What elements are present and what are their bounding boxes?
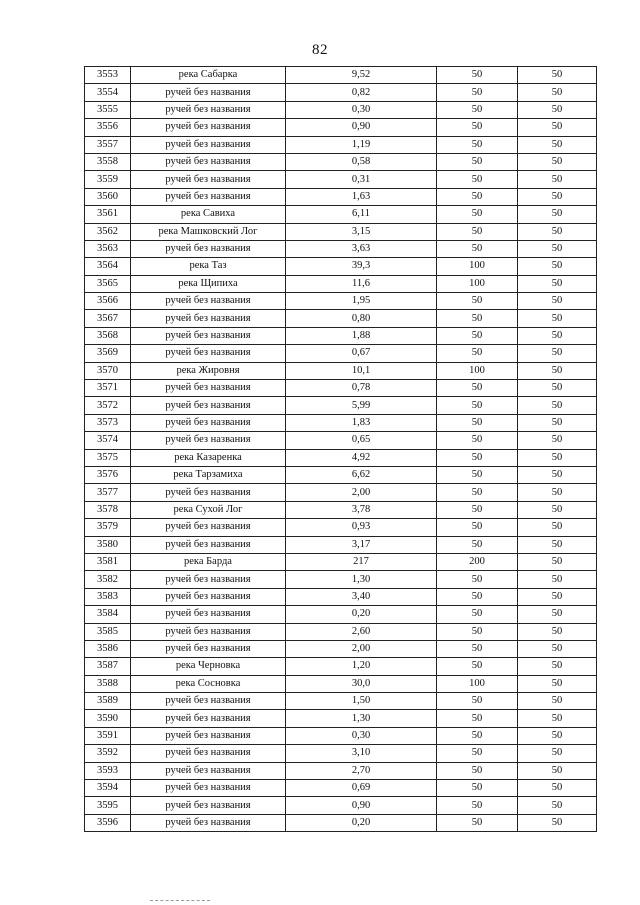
row-number-cell: 3556 xyxy=(85,119,131,136)
length-cell: 0,58 xyxy=(286,153,437,170)
row-number-cell: 3587 xyxy=(85,658,131,675)
protection-zone-cell: 50 xyxy=(437,84,518,101)
water-body-name-cell: ручей без названия xyxy=(131,693,286,710)
table-row xyxy=(85,258,597,275)
table-row xyxy=(85,327,597,344)
protection-zone-cell: 50 xyxy=(437,327,518,344)
water-body-name-cell: ручей без названия xyxy=(131,606,286,623)
length-cell: 1,95 xyxy=(286,293,437,310)
table-row xyxy=(85,67,597,84)
coastal-strip-cell: 50 xyxy=(518,519,597,536)
row-number-cell: 3584 xyxy=(85,606,131,623)
coastal-strip-cell: 50 xyxy=(518,814,597,831)
row-number-cell: 3581 xyxy=(85,553,131,570)
row-number-cell: 3583 xyxy=(85,588,131,605)
table-row xyxy=(85,293,597,310)
protection-zone-cell: 50 xyxy=(437,153,518,170)
water-body-name-cell: ручей без названия xyxy=(131,432,286,449)
length-cell: 2,70 xyxy=(286,762,437,779)
protection-zone-cell: 50 xyxy=(437,658,518,675)
protection-zone-cell: 50 xyxy=(437,727,518,744)
row-number-cell: 3576 xyxy=(85,466,131,483)
coastal-strip-cell: 50 xyxy=(518,780,597,797)
row-number-cell: 3562 xyxy=(85,223,131,240)
length-cell: 0,90 xyxy=(286,119,437,136)
protection-zone-cell: 50 xyxy=(437,588,518,605)
coastal-strip-cell: 50 xyxy=(518,466,597,483)
table-row xyxy=(85,240,597,257)
table-row xyxy=(85,484,597,501)
water-body-name-cell: ручей без названия xyxy=(131,797,286,814)
length-cell: 3,63 xyxy=(286,240,437,257)
protection-zone-cell: 50 xyxy=(437,171,518,188)
water-body-name-cell: ручей без названия xyxy=(131,153,286,170)
protection-zone-cell: 50 xyxy=(437,188,518,205)
protection-zone-cell: 50 xyxy=(437,414,518,431)
coastal-strip-cell: 50 xyxy=(518,693,597,710)
protection-zone-cell: 50 xyxy=(437,206,518,223)
protection-zone-cell: 50 xyxy=(437,814,518,831)
table-row xyxy=(85,727,597,744)
coastal-strip-cell: 50 xyxy=(518,536,597,553)
table-row xyxy=(85,397,597,414)
coastal-strip-cell: 50 xyxy=(518,310,597,327)
row-number-cell: 3580 xyxy=(85,536,131,553)
length-cell: 3,15 xyxy=(286,223,437,240)
length-cell: 1,19 xyxy=(286,136,437,153)
water-body-name-cell: река Барда xyxy=(131,553,286,570)
water-body-name-cell: ручей без названия xyxy=(131,588,286,605)
length-cell: 9,52 xyxy=(286,67,437,84)
protection-zone-cell: 50 xyxy=(437,119,518,136)
protection-zone-cell: 50 xyxy=(437,136,518,153)
water-body-name-cell: река Сухой Лог xyxy=(131,501,286,518)
page-number: 82 xyxy=(312,42,328,58)
water-body-name-cell: река Сабарка xyxy=(131,67,286,84)
table-row xyxy=(85,640,597,657)
coastal-strip-cell: 50 xyxy=(518,275,597,292)
length-cell: 0,65 xyxy=(286,432,437,449)
water-body-name-cell: ручей без названия xyxy=(131,519,286,536)
row-number-cell: 3571 xyxy=(85,380,131,397)
water-body-name-cell: ручей без названия xyxy=(131,397,286,414)
water-body-name-cell: ручей без названия xyxy=(131,310,286,327)
protection-zone-cell: 50 xyxy=(437,710,518,727)
length-cell: 6,62 xyxy=(286,466,437,483)
water-body-name-cell: ручей без названия xyxy=(131,536,286,553)
table-row xyxy=(85,275,597,292)
coastal-strip-cell: 50 xyxy=(518,414,597,431)
protection-zone-cell: 50 xyxy=(437,484,518,501)
table-row xyxy=(85,623,597,640)
table-row xyxy=(85,380,597,397)
coastal-strip-cell: 50 xyxy=(518,484,597,501)
coastal-strip-cell: 50 xyxy=(518,67,597,84)
length-cell: 0,20 xyxy=(286,814,437,831)
protection-zone-cell: 50 xyxy=(437,780,518,797)
table-row xyxy=(85,693,597,710)
length-cell: 1,50 xyxy=(286,693,437,710)
protection-zone-cell: 50 xyxy=(437,380,518,397)
coastal-strip-cell: 50 xyxy=(518,432,597,449)
row-number-cell: 3589 xyxy=(85,693,131,710)
water-body-name-cell: ручей без названия xyxy=(131,136,286,153)
row-number-cell: 3566 xyxy=(85,293,131,310)
table-row xyxy=(85,449,597,466)
row-number-cell: 3596 xyxy=(85,814,131,831)
row-number-cell: 3574 xyxy=(85,432,131,449)
length-cell: 0,78 xyxy=(286,380,437,397)
water-body-name-cell: ручей без названия xyxy=(131,745,286,762)
row-number-cell: 3590 xyxy=(85,710,131,727)
length-cell: 30,0 xyxy=(286,675,437,692)
water-body-name-cell: река Савиха xyxy=(131,206,286,223)
length-cell: 0,93 xyxy=(286,519,437,536)
table-row xyxy=(85,345,597,362)
length-cell: 1,88 xyxy=(286,327,437,344)
length-cell: 0,80 xyxy=(286,310,437,327)
water-body-name-cell: река Жировня xyxy=(131,362,286,379)
length-cell: 0,31 xyxy=(286,171,437,188)
protection-zone-cell: 100 xyxy=(437,275,518,292)
table-row xyxy=(85,745,597,762)
water-body-name-cell: ручей без названия xyxy=(131,571,286,588)
table-row xyxy=(85,432,597,449)
coastal-strip-cell: 50 xyxy=(518,345,597,362)
water-body-name-cell: ручей без названия xyxy=(131,727,286,744)
water-body-name-cell: река Тарзамиха xyxy=(131,466,286,483)
protection-zone-cell: 50 xyxy=(437,466,518,483)
row-number-cell: 3554 xyxy=(85,84,131,101)
water-body-name-cell: ручей без названия xyxy=(131,380,286,397)
protection-zone-cell: 50 xyxy=(437,693,518,710)
coastal-strip-cell: 50 xyxy=(518,449,597,466)
protection-zone-cell: 50 xyxy=(437,67,518,84)
water-body-name-cell: ручей без названия xyxy=(131,345,286,362)
table-row xyxy=(85,814,597,831)
length-cell: 217 xyxy=(286,553,437,570)
row-number-cell: 3582 xyxy=(85,571,131,588)
coastal-strip-cell: 50 xyxy=(518,501,597,518)
coastal-strip-cell: 50 xyxy=(518,223,597,240)
length-cell: 0,67 xyxy=(286,345,437,362)
water-body-name-cell: река Щипиха xyxy=(131,275,286,292)
water-body-name-cell: река Сосновка xyxy=(131,675,286,692)
coastal-strip-cell: 50 xyxy=(518,675,597,692)
table-row xyxy=(85,136,597,153)
protection-zone-cell: 50 xyxy=(437,223,518,240)
length-cell: 1,83 xyxy=(286,414,437,431)
row-number-cell: 3593 xyxy=(85,762,131,779)
coastal-strip-cell: 50 xyxy=(518,658,597,675)
table-row xyxy=(85,797,597,814)
table-row xyxy=(85,780,597,797)
row-number-cell: 3579 xyxy=(85,519,131,536)
length-cell: 1,63 xyxy=(286,188,437,205)
row-number-cell: 3559 xyxy=(85,171,131,188)
table-row xyxy=(85,536,597,553)
table-row xyxy=(85,188,597,205)
row-number-cell: 3555 xyxy=(85,101,131,118)
length-cell: 0,90 xyxy=(286,797,437,814)
length-cell: 2,00 xyxy=(286,484,437,501)
length-cell: 0,69 xyxy=(286,780,437,797)
water-body-name-cell: ручей без названия xyxy=(131,710,286,727)
length-cell: 2,00 xyxy=(286,640,437,657)
length-cell: 6,11 xyxy=(286,206,437,223)
protection-zone-cell: 100 xyxy=(437,675,518,692)
table-row xyxy=(85,206,597,223)
protection-zone-cell: 100 xyxy=(437,362,518,379)
coastal-strip-cell: 50 xyxy=(518,327,597,344)
table-row xyxy=(85,762,597,779)
water-body-name-cell: ручей без названия xyxy=(131,414,286,431)
protection-zone-cell: 50 xyxy=(437,623,518,640)
protection-zone-cell: 50 xyxy=(437,797,518,814)
coastal-strip-cell: 50 xyxy=(518,623,597,640)
row-number-cell: 3577 xyxy=(85,484,131,501)
coastal-strip-cell: 50 xyxy=(518,727,597,744)
length-cell: 1,30 xyxy=(286,571,437,588)
water-body-name-cell: ручей без названия xyxy=(131,484,286,501)
coastal-strip-cell: 50 xyxy=(518,136,597,153)
row-number-cell: 3595 xyxy=(85,797,131,814)
row-number-cell: 3569 xyxy=(85,345,131,362)
protection-zone-cell: 50 xyxy=(437,101,518,118)
protection-zone-cell: 50 xyxy=(437,240,518,257)
coastal-strip-cell: 50 xyxy=(518,588,597,605)
protection-zone-cell: 50 xyxy=(437,345,518,362)
row-number-cell: 3568 xyxy=(85,327,131,344)
water-body-name-cell: река Машковский Лог xyxy=(131,223,286,240)
length-cell: 0,30 xyxy=(286,727,437,744)
length-cell: 10,1 xyxy=(286,362,437,379)
row-number-cell: 3558 xyxy=(85,153,131,170)
table-row xyxy=(85,466,597,483)
water-body-name-cell: река Черновка xyxy=(131,658,286,675)
table-row xyxy=(85,588,597,605)
length-cell: 4,92 xyxy=(286,449,437,466)
protection-zone-cell: 50 xyxy=(437,745,518,762)
length-cell: 11,6 xyxy=(286,275,437,292)
water-body-name-cell: ручей без названия xyxy=(131,780,286,797)
coastal-strip-cell: 50 xyxy=(518,101,597,118)
water-body-name-cell: ручей без названия xyxy=(131,119,286,136)
length-cell: 3,78 xyxy=(286,501,437,518)
row-number-cell: 3572 xyxy=(85,397,131,414)
row-number-cell: 3578 xyxy=(85,501,131,518)
row-number-cell: 3557 xyxy=(85,136,131,153)
length-cell: 5,99 xyxy=(286,397,437,414)
coastal-strip-cell: 50 xyxy=(518,258,597,275)
coastal-strip-cell: 50 xyxy=(518,240,597,257)
water-body-name-cell: река Таз xyxy=(131,258,286,275)
table-row xyxy=(85,571,597,588)
row-number-cell: 3575 xyxy=(85,449,131,466)
row-number-cell: 3588 xyxy=(85,675,131,692)
protection-zone-cell: 50 xyxy=(437,501,518,518)
table-row xyxy=(85,501,597,518)
table-row xyxy=(85,414,597,431)
coastal-strip-cell: 50 xyxy=(518,571,597,588)
water-body-name-cell: ручей без названия xyxy=(131,327,286,344)
protection-zone-cell: 50 xyxy=(437,310,518,327)
table-row xyxy=(85,101,597,118)
coastal-strip-cell: 50 xyxy=(518,762,597,779)
coastal-strip-cell: 50 xyxy=(518,171,597,188)
row-number-cell: 3570 xyxy=(85,362,131,379)
table-row xyxy=(85,310,597,327)
coastal-strip-cell: 50 xyxy=(518,397,597,414)
table-row xyxy=(85,223,597,240)
length-cell: 0,82 xyxy=(286,84,437,101)
protection-zone-cell: 50 xyxy=(437,432,518,449)
row-number-cell: 3561 xyxy=(85,206,131,223)
protection-zone-cell: 50 xyxy=(437,293,518,310)
table-row xyxy=(85,710,597,727)
length-cell: 0,30 xyxy=(286,101,437,118)
coastal-strip-cell: 50 xyxy=(518,206,597,223)
row-number-cell: 3560 xyxy=(85,188,131,205)
coastal-strip-cell: 50 xyxy=(518,293,597,310)
table-row xyxy=(85,362,597,379)
table-row xyxy=(85,606,597,623)
water-body-name-cell: ручей без названия xyxy=(131,188,286,205)
length-cell: 2,60 xyxy=(286,623,437,640)
length-cell: 3,40 xyxy=(286,588,437,605)
protection-zone-cell: 50 xyxy=(437,536,518,553)
protection-zone-cell: 100 xyxy=(437,258,518,275)
length-cell: 39,3 xyxy=(286,258,437,275)
water-body-name-cell: ручей без названия xyxy=(131,84,286,101)
protection-zone-cell: 50 xyxy=(437,762,518,779)
water-body-name-cell: ручей без названия xyxy=(131,171,286,188)
length-cell: 0,20 xyxy=(286,606,437,623)
protection-zone-cell: 200 xyxy=(437,553,518,570)
coastal-strip-cell: 50 xyxy=(518,710,597,727)
row-number-cell: 3585 xyxy=(85,623,131,640)
water-body-name-cell: река Казаренка xyxy=(131,449,286,466)
row-number-cell: 3594 xyxy=(85,780,131,797)
water-body-name-cell: ручей без названия xyxy=(131,293,286,310)
row-number-cell: 3591 xyxy=(85,727,131,744)
coastal-strip-cell: 50 xyxy=(518,153,597,170)
coastal-strip-cell: 50 xyxy=(518,362,597,379)
row-number-cell: 3553 xyxy=(85,67,131,84)
protection-zone-cell: 50 xyxy=(437,606,518,623)
row-number-cell: 3573 xyxy=(85,414,131,431)
table-row xyxy=(85,84,597,101)
coastal-strip-cell: 50 xyxy=(518,188,597,205)
water-bodies-table xyxy=(84,66,597,832)
length-cell: 3,10 xyxy=(286,745,437,762)
row-number-cell: 3592 xyxy=(85,745,131,762)
length-cell: 3,17 xyxy=(286,536,437,553)
protection-zone-cell: 50 xyxy=(437,640,518,657)
row-number-cell: 3567 xyxy=(85,310,131,327)
table-row xyxy=(85,675,597,692)
table-row xyxy=(85,553,597,570)
water-body-name-cell: ручей без названия xyxy=(131,101,286,118)
water-body-name-cell: ручей без названия xyxy=(131,762,286,779)
row-number-cell: 3563 xyxy=(85,240,131,257)
coastal-strip-cell: 50 xyxy=(518,84,597,101)
coastal-strip-cell: 50 xyxy=(518,119,597,136)
protection-zone-cell: 50 xyxy=(437,449,518,466)
water-body-name-cell: ручей без названия xyxy=(131,640,286,657)
table-body xyxy=(85,67,597,832)
coastal-strip-cell: 50 xyxy=(518,797,597,814)
footer-divider xyxy=(150,900,210,901)
table-row xyxy=(85,519,597,536)
table-row xyxy=(85,119,597,136)
table-row xyxy=(85,658,597,675)
table-row xyxy=(85,153,597,170)
water-body-name-cell: ручей без названия xyxy=(131,623,286,640)
coastal-strip-cell: 50 xyxy=(518,606,597,623)
coastal-strip-cell: 50 xyxy=(518,640,597,657)
length-cell: 1,20 xyxy=(286,658,437,675)
coastal-strip-cell: 50 xyxy=(518,380,597,397)
protection-zone-cell: 50 xyxy=(437,571,518,588)
row-number-cell: 3564 xyxy=(85,258,131,275)
water-body-name-cell: ручей без названия xyxy=(131,240,286,257)
length-cell: 1,30 xyxy=(286,710,437,727)
protection-zone-cell: 50 xyxy=(437,397,518,414)
row-number-cell: 3565 xyxy=(85,275,131,292)
water-body-name-cell: ручей без названия xyxy=(131,814,286,831)
row-number-cell: 3586 xyxy=(85,640,131,657)
coastal-strip-cell: 50 xyxy=(518,745,597,762)
table-row xyxy=(85,171,597,188)
protection-zone-cell: 50 xyxy=(437,519,518,536)
coastal-strip-cell: 50 xyxy=(518,553,597,570)
